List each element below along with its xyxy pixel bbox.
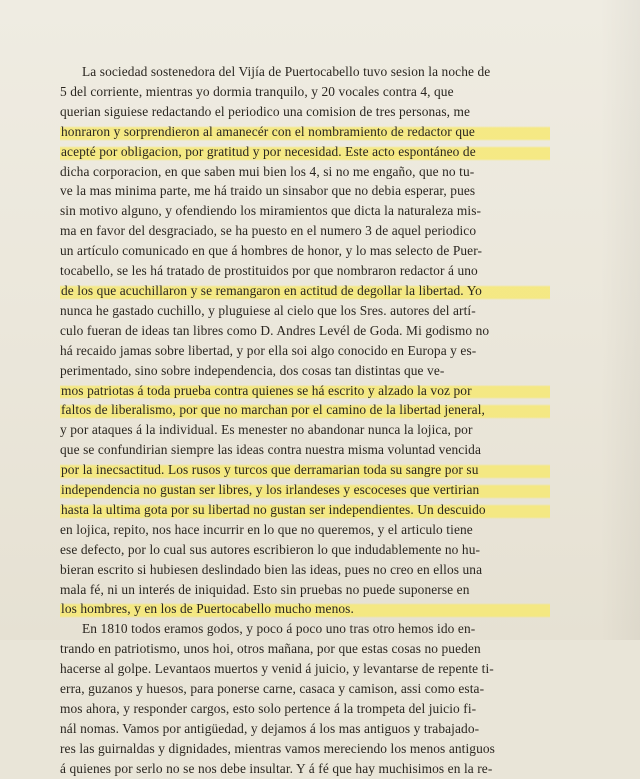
text-line: dicha corporacion, en que saben mui bien los 4, si no me engaño, que no tu- [60, 163, 475, 179]
text-line: perimentado, sino sobre independencia, dos cosas tan distintas que ve- [60, 362, 445, 378]
text-line: faltos de liberalismo, por que no marchan por el camino de la libertad jeneral, [60, 400, 550, 420]
text-line: por la inecsactitud. Los rusos y turcos que derramarian toda su sangre por su [60, 460, 550, 480]
text-line: á quienes por serlo no se nos debe insultar. Y á fé que hay muchisimos en la re- [60, 760, 493, 776]
text-line: los hombres, y en los de Puertocabello mucho menos. [60, 599, 550, 619]
text-line: querian siguiese redactando el periodico una comision de tres personas, me [60, 103, 471, 119]
text-line: nál nomas. Vamos por antigüedad, y dejamos á los mas antiguos y trabajado- [60, 720, 480, 736]
text-line: honraron y sorprendieron al amanecér con el nombramiento de redactor que [60, 122, 550, 142]
text-line: erra, guzanos y huesos, para ponerse carne, casaca y camison, assi como esta- [60, 681, 485, 697]
text-line: nunca he gastado cuchillo, y pluguiese al cielo que los Sres. autores del artí- [60, 302, 476, 318]
text-line: mos ahora, y responder cargos, esto solo pertence á la trompeta del juicio fi- [60, 701, 477, 716]
page-edge-shadow [600, 0, 640, 640]
text-line: mala fé, ni un interés de iniquidad. Esto sin pruebas no puede suponerse en [60, 581, 470, 597]
text-line: y por ataques á la individual. Es menester no abandonar nunca la lojica, por [60, 422, 473, 438]
article-text [60, 62, 550, 779]
paragraph-2 [60, 619, 550, 778]
text-line: mos patriotas á toda prueba contra quienes se há escrito y alzado la voz por [60, 381, 550, 401]
text-line: 5 del corriente, mientras yo dormia tranquilo, y 20 vocales contra 4, que [60, 83, 454, 99]
text-line: tocabello, se les há tratado de prostituidos por que nombraron redactor á uno [60, 263, 478, 279]
text-line: culo fueran de ideas tan libres como D. Andres Levél de Goda. Mi godismo no [60, 322, 490, 338]
text-line: hasta la ultima gota por su libertad no gustan ser independientes. Un descuido [60, 500, 550, 520]
text-line: ma en favor del desgraciado, se ha puesto en el numero 3 de aquel periodico [60, 223, 477, 239]
text-line: sin motivo alguno, y ofendiendo los miramientos que dicta la naturaleza mis- [60, 203, 482, 219]
text-line: de los que acuchillaron y se remangaron en actitud de degollar la libertad. Yo [60, 281, 550, 301]
text-line: acepté por obligacion, por gratitud y por necesidad. Este acto espontáneo de [60, 142, 550, 162]
text-line: que se confundirian siempre las ideas contra nuestra misma voluntad vencida [60, 442, 481, 458]
text-line: en lojica, repito, nos hace incurrir en lo que no queremos, y el articulo tiene [60, 521, 473, 537]
text-line: En 1810 todos eramos godos, y poco á poco uno tras otro hemos ido en- [82, 621, 476, 637]
text-line: independencia no gustan ser libres, y los irlandeses y escoceses que vertirian [60, 480, 550, 500]
text-line: hacerse al golpe. Levantaos muertos y venid á juicio, y levantarse de repente ti- [60, 661, 494, 677]
text-line: ve la mas minima parte, me há traido un sinsabor que no debia esperar, pues [60, 183, 476, 199]
paragraph-1 [60, 62, 550, 619]
text-line: trando en patriotismo, unos hoi, otros mañana, por que estas cosas no pueden [60, 641, 481, 657]
text-line: há recaido jamas sobre libertad, y por ella soi algo conocido en Europa y es- [60, 342, 477, 358]
text-line: ese defecto, por lo cual sus autores escribieron lo que indudablemente no hu- [60, 541, 481, 557]
text-line: res las guirnaldas y dignidades, mientras vamos mereciendo los menos antiguos [60, 740, 495, 756]
text-line: La sociedad sostenedora del Vijía de Puertocabello tuvo sesion la noche de [82, 64, 491, 79]
text-line: bieran escrito si hubiesen deslindado bien las ideas, pues no creo en ellos una [60, 561, 483, 577]
text-line: un artículo comunicado en que á hombres de honor, y lo mas selecto de Puer- [60, 243, 483, 259]
